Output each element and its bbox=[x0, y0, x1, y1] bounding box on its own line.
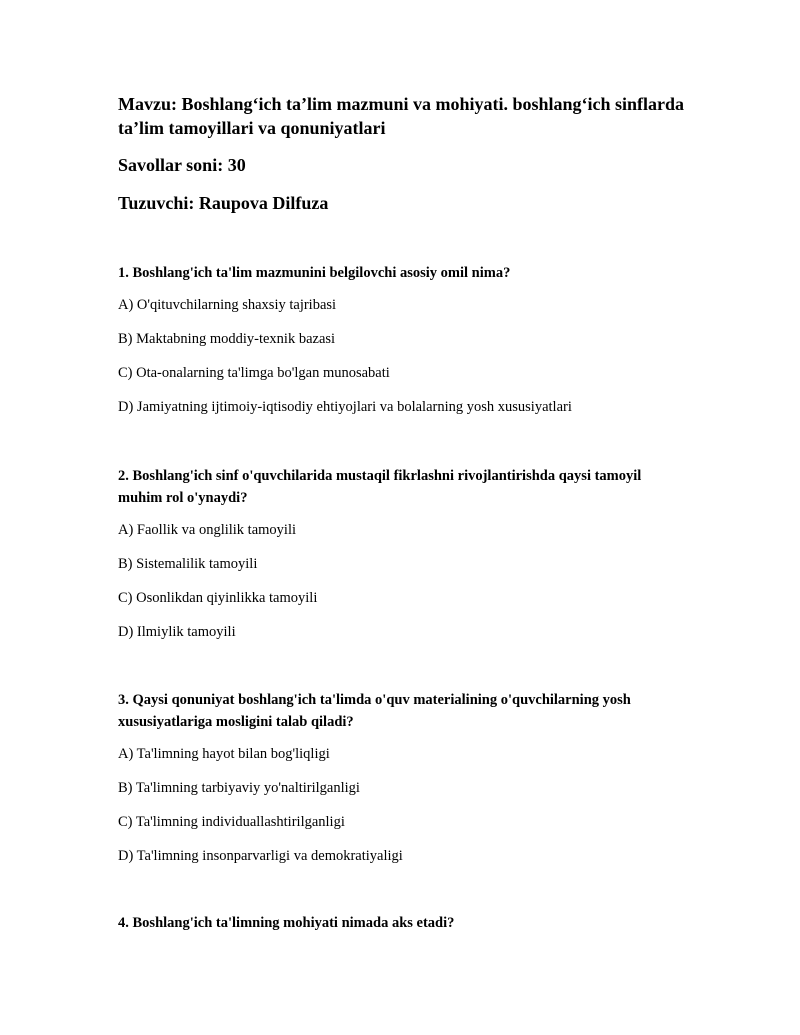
answer-option-b: B) Ta'limning tarbiyaviy yo'naltirilganligi bbox=[118, 780, 360, 796]
answer-option-a: A) Ta'limning hayot bilan bog'liqligi bbox=[118, 746, 330, 762]
answer-option-b: B) Sistemalilik tamoyili bbox=[118, 556, 258, 572]
answer-option-c: C) Osonlikdan qiyinlikka tamoyili bbox=[118, 590, 318, 606]
question-2 bbox=[118, 465, 688, 641]
answer-option-c: C) Ota-onalarning ta'limga bo'lgan munosabati bbox=[118, 365, 390, 381]
answer-option-b: B) Maktabning moddiy-texnik bazasi bbox=[118, 331, 336, 347]
question-text: 2. Boshlang'ich sinf o'quvchilarida mustaqil fikrlashni rivojlantirishda qaysi tamoyil muhim rol o'ynaydi? bbox=[118, 468, 642, 506]
answer-option-d: D) Ta'limning insonparvarligi va demokratiyaligi bbox=[118, 848, 403, 864]
answer-options bbox=[118, 296, 688, 416]
answer-option-c: C) Ta'limning individuallashtirilganligi bbox=[118, 814, 345, 830]
answer-option-a: A) O'qituvchilarning shaxsiy tajribasi bbox=[118, 297, 337, 313]
answer-option-d: D) Jamiyatning ijtimoiy-iqtisodiy ehtiyojlari va bolalarning yosh xususiyatlari bbox=[118, 399, 572, 415]
question-1 bbox=[118, 262, 688, 416]
answer-option-a: A) Faollik va onglilik tamoyili bbox=[118, 522, 297, 538]
answer-options bbox=[118, 745, 688, 865]
question-3 bbox=[118, 689, 688, 865]
question-text: 3. Qaysi qonuniyat boshlang'ich ta'limda o'quv materialining o'quvchilarning yosh xususiyatlariga mosligini talab qiladi? bbox=[118, 692, 631, 730]
question-text: 4. Boshlang'ich ta'limning mohiyati nimada aks etadi? bbox=[118, 915, 455, 931]
question-count: Savollar soni: 30 bbox=[118, 155, 246, 175]
document-header bbox=[118, 92, 698, 215]
question-text: 1. Boshlang'ich ta'lim mazmunini belgilovchi asosiy omil nima? bbox=[118, 265, 511, 281]
document-author: Tuzuvchi: Raupova Dilfuza bbox=[118, 193, 329, 213]
question-4 bbox=[118, 912, 688, 934]
document-topic: Mavzu: Boshlang‘ich ta’lim mazmuni va mohiyati. boshlang‘ich sinflarda ta’lim tamoyillari va qonuniyatlari bbox=[118, 94, 685, 138]
answer-option-d: D) Ilmiylik tamoyili bbox=[118, 624, 236, 640]
answer-options bbox=[118, 521, 688, 641]
